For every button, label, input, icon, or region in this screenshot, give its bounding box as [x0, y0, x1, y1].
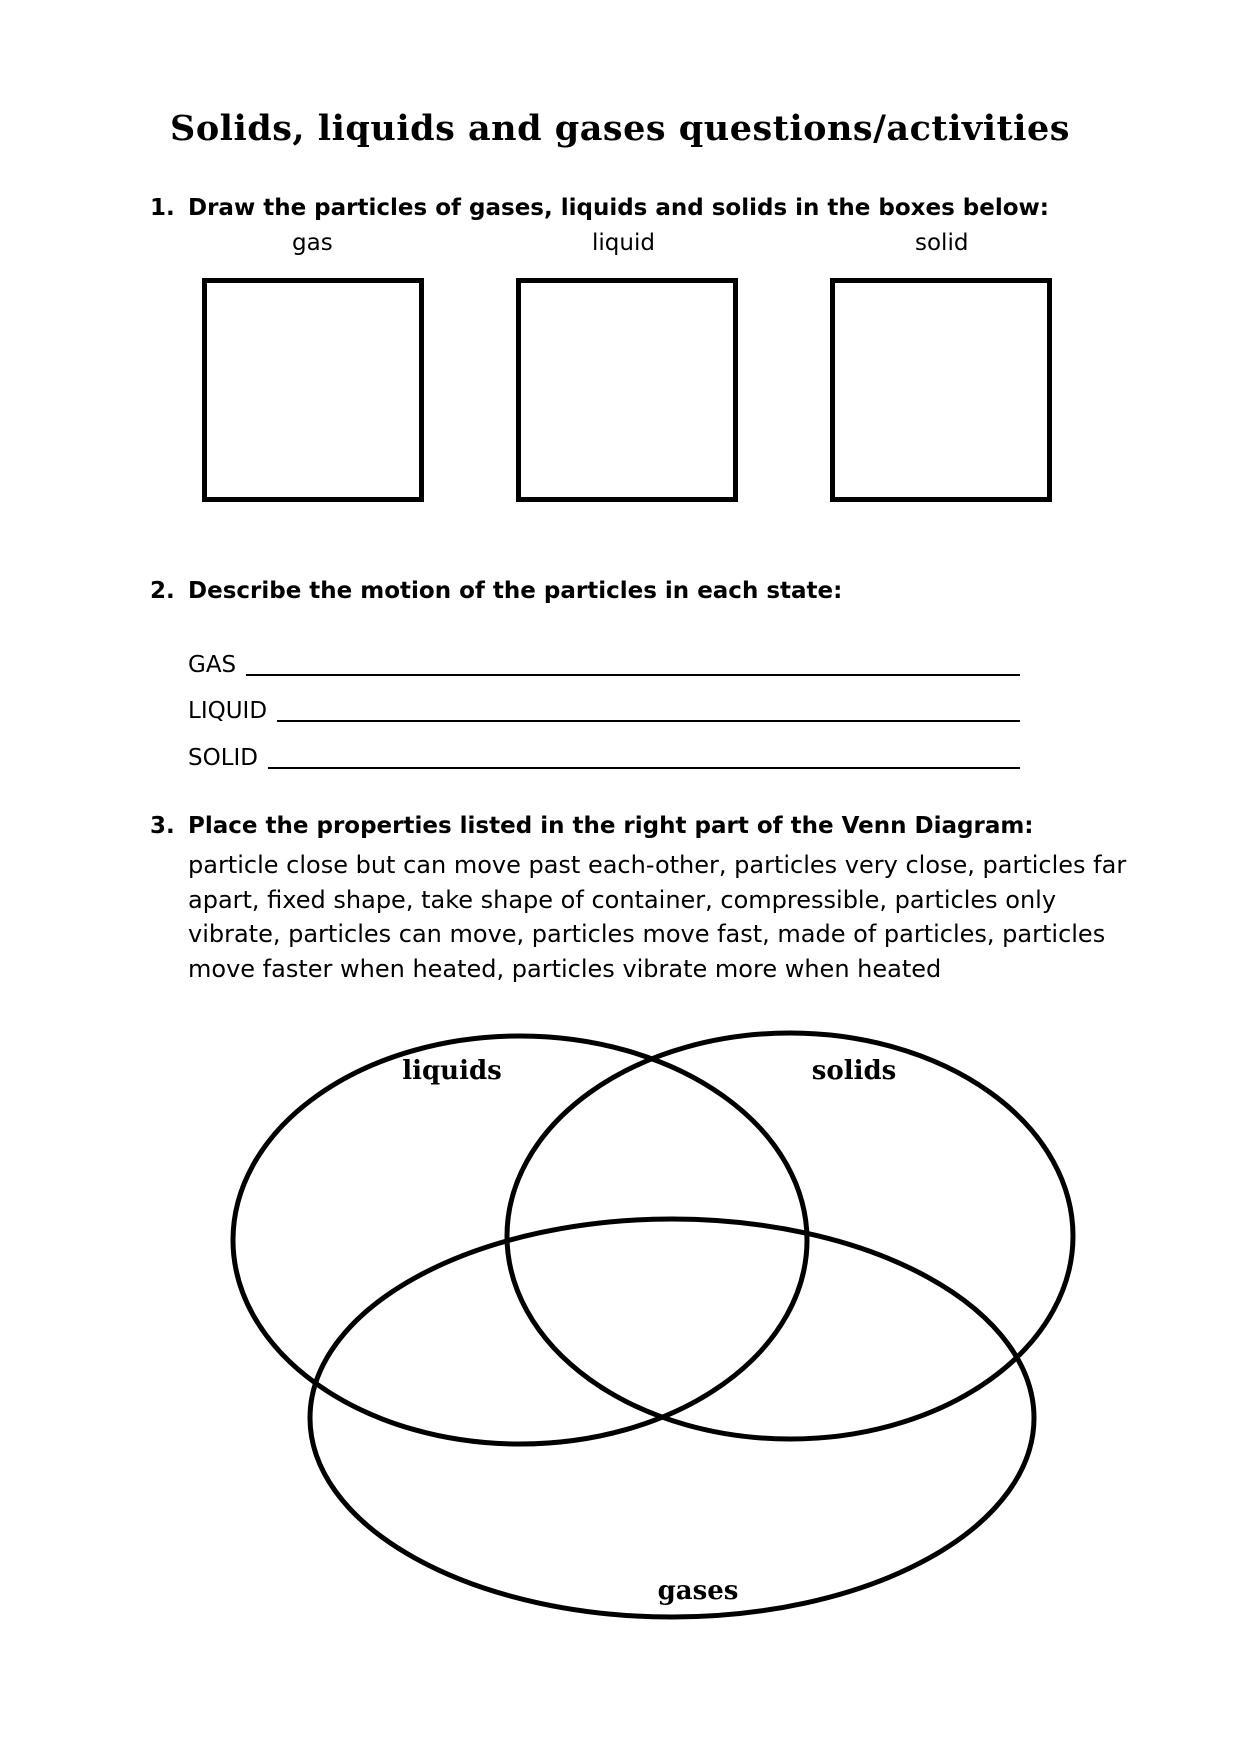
- question-1-number: 1.: [150, 195, 175, 221]
- properties-list: particle close but can move past each-other, particles very close, particles far apart, fixed shape, take shape of container, compressible, particles only vibrate, particles can move, particles move fast, made of particles, particles move faster when heated, particles vibrate more when heated: [188, 851, 1127, 983]
- answer-label-liquid: LIQUID: [188, 698, 268, 724]
- question-1-text: Draw the particles of gases, liquids and solids in the boxes below:: [188, 195, 1049, 221]
- label-liquid: liquid: [592, 230, 655, 256]
- label-solid: solid: [915, 230, 969, 256]
- venn-circle-liquids: [233, 1036, 807, 1444]
- question-3-number: 3.: [150, 813, 175, 839]
- venn-label-gases: gases: [657, 1576, 739, 1606]
- venn-circle-solids: [507, 1033, 1073, 1439]
- page-title: Solids, liquids and gases questions/activities: [170, 108, 1070, 149]
- question-2-number: 2.: [150, 578, 175, 604]
- answer-label-solid: SOLID: [188, 745, 259, 771]
- label-gas: gas: [292, 230, 333, 256]
- venn-label-liquids: liquids: [402, 1056, 502, 1086]
- venn-label-solids: solids: [811, 1056, 897, 1086]
- answer-label-gas: GAS: [188, 652, 237, 678]
- question-3-text: Place the properties listed in the right part of the Venn Diagram:: [188, 813, 1034, 839]
- question-2-text: Describe the motion of the particles in each state:: [188, 578, 843, 604]
